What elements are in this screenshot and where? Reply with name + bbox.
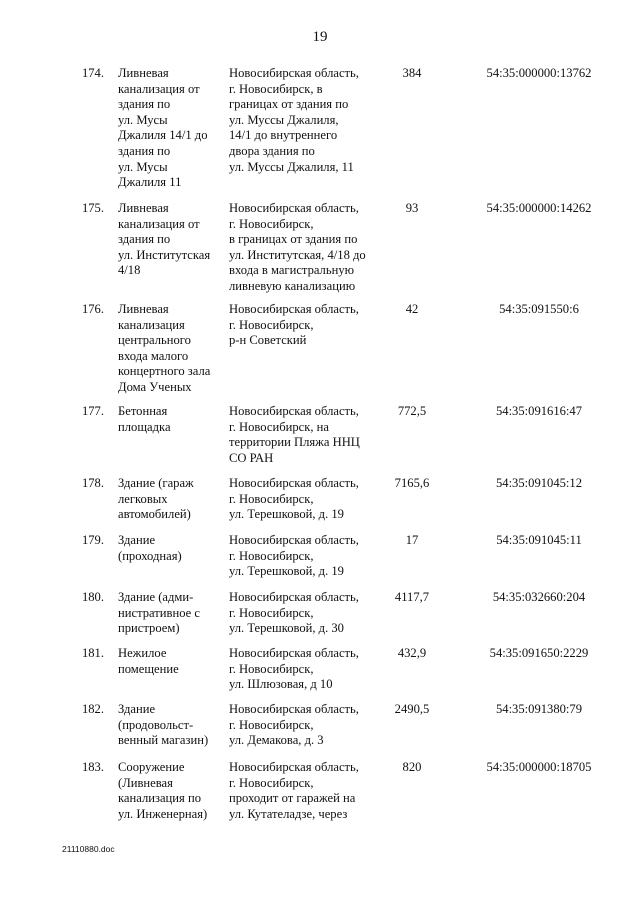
object-address bbox=[229, 476, 379, 523]
object-name-line: здания по bbox=[118, 232, 171, 247]
object-address-line: г. Новосибирск, bbox=[229, 491, 314, 506]
cadastral-number: 54:35:000000:14262 bbox=[486, 201, 592, 215]
object-name-line: Ливневая bbox=[118, 201, 169, 215]
object-name-line: 4/18 bbox=[118, 263, 141, 278]
cadastral-number: 54:35:091616:47 bbox=[495, 404, 583, 418]
object-address bbox=[229, 302, 379, 349]
object-area: 42 bbox=[405, 302, 419, 316]
object-address-line: 14/1 до внутреннего bbox=[229, 128, 338, 143]
object-address-line: ул. Демакова, д. 3 bbox=[229, 733, 324, 748]
object-name-line: входа малого bbox=[118, 348, 189, 363]
object-name-line: Дома Ученых bbox=[118, 379, 192, 394]
object-name-line: ул. Мусы bbox=[118, 159, 168, 174]
row-number: 177. bbox=[81, 404, 104, 418]
object-name-line: легковых bbox=[118, 491, 168, 506]
cadastral-number: 54:35:000000:18705 bbox=[486, 760, 592, 774]
object-name bbox=[118, 201, 224, 279]
object-area: 432,9 bbox=[397, 646, 427, 660]
object-name-line: автомобилей) bbox=[118, 507, 191, 522]
row-number: 179. bbox=[81, 533, 104, 547]
row-number: 174. bbox=[81, 66, 104, 80]
object-address-line: г. Новосибирск, bbox=[229, 717, 314, 732]
object-address-line: ул. Муссы Джалиля, bbox=[229, 112, 339, 127]
row-number: 176. bbox=[81, 302, 104, 316]
object-name bbox=[118, 533, 224, 564]
object-name-line: здания по bbox=[118, 143, 171, 158]
object-address-line: г. Новосибирск, bbox=[229, 605, 314, 620]
object-address-line: г. Новосибирск, bbox=[229, 775, 314, 790]
object-name bbox=[118, 590, 224, 637]
object-name bbox=[118, 702, 224, 749]
object-address-line: Новосибирская область, bbox=[229, 476, 359, 490]
object-address-line: Новосибирская область, bbox=[229, 404, 359, 418]
object-address-line: двора здания по bbox=[229, 143, 315, 158]
object-name bbox=[118, 302, 224, 396]
object-name-line: ул. Институтская bbox=[118, 247, 211, 262]
object-area: 93 bbox=[405, 201, 419, 215]
cadastral-number: 54:35:091650:2229 bbox=[489, 646, 589, 660]
object-address-line: территории Пляжа ННЦ bbox=[229, 435, 360, 450]
cadastral-number: 54:35:091380:79 bbox=[495, 702, 583, 716]
object-address-line: входа в магистральную bbox=[229, 263, 355, 278]
object-name bbox=[118, 476, 224, 523]
object-address bbox=[229, 404, 379, 466]
row-number: 180. bbox=[81, 590, 104, 604]
object-address-line: ул. Шлюзовая, д 10 bbox=[229, 677, 333, 692]
object-name-line: канализация от bbox=[118, 81, 200, 96]
object-address-line: СО РАН bbox=[229, 450, 274, 465]
row-number: 182. bbox=[81, 702, 104, 716]
object-address-line: Новосибирская область, bbox=[229, 66, 359, 80]
object-address-line: Новосибирская область, bbox=[229, 702, 359, 716]
object-name-line: ул. Мусы bbox=[118, 112, 168, 127]
object-address-line: Новосибирская область, bbox=[229, 760, 359, 774]
object-area: 4117,7 bbox=[394, 590, 430, 604]
object-address-line: проходит от гаражей на bbox=[229, 791, 356, 806]
object-area: 2490,5 bbox=[394, 702, 430, 716]
object-address bbox=[229, 201, 379, 295]
object-address bbox=[229, 760, 379, 822]
object-name-line: нистративное с bbox=[118, 605, 200, 620]
row-number: 175. bbox=[81, 201, 104, 215]
object-address-line: в границах от здания по bbox=[229, 232, 358, 247]
object-address-line: границах от здания по bbox=[229, 97, 349, 112]
object-name-line: Ливневая bbox=[118, 302, 169, 316]
object-address-line: ливневую канализацию bbox=[229, 278, 356, 293]
object-area: 384 bbox=[402, 66, 422, 80]
object-name-line: помещение bbox=[118, 661, 179, 676]
object-address-line: ул. Институтская, 4/18 до bbox=[229, 247, 366, 262]
object-name-line: Здание (гараж bbox=[118, 476, 194, 490]
object-area: 17 bbox=[405, 533, 419, 547]
object-name-line: канализация от bbox=[118, 216, 200, 231]
object-name bbox=[118, 760, 224, 822]
object-address-line: г. Новосибирск, в bbox=[229, 81, 323, 96]
object-address-line: ул. Терешковой, д. 30 bbox=[229, 621, 344, 636]
object-area: 820 bbox=[402, 760, 422, 774]
object-name-line: (продовольст- bbox=[118, 717, 194, 732]
object-area: 772,5 bbox=[397, 404, 427, 418]
object-address-line: Новосибирская область, bbox=[229, 302, 359, 316]
object-name-line: Здание bbox=[118, 533, 156, 547]
object-address-line: г. Новосибирск, bbox=[229, 548, 314, 563]
cadastral-number: 54:35:091045:11 bbox=[496, 533, 582, 547]
object-address bbox=[229, 590, 379, 637]
object-address-line: Новосибирская область, bbox=[229, 646, 359, 660]
document-filename: 21110880.doc bbox=[62, 844, 115, 854]
object-address-line: Новосибирская область, bbox=[229, 201, 359, 215]
object-name-line: центрального bbox=[118, 333, 191, 348]
object-name-line: концертного зала bbox=[118, 364, 211, 379]
object-address-line: р-н Советский bbox=[229, 333, 307, 348]
object-name-line: Ливневая bbox=[118, 66, 169, 80]
object-name-line: Джалиля 14/1 до bbox=[118, 128, 208, 143]
object-name-line: Джалиля 11 bbox=[118, 175, 182, 190]
object-address-line: г. Новосибирск, bbox=[229, 317, 314, 332]
cadastral-number: 54:35:032660:204 bbox=[492, 590, 586, 604]
object-name-line: здания по bbox=[118, 97, 171, 112]
object-address-line: ул. Терешковой, д. 19 bbox=[229, 507, 344, 522]
object-name-line: Бетонная bbox=[118, 404, 168, 418]
object-name-line: пристроем) bbox=[118, 621, 180, 636]
cadastral-number: 54:35:091550:6 bbox=[499, 302, 579, 316]
object-name bbox=[118, 646, 224, 677]
cadastral-number: 54:35:000000:13762 bbox=[486, 66, 592, 80]
object-address-line: ул. Терешковой, д. 19 bbox=[229, 564, 344, 579]
object-name-line: Сооружение bbox=[118, 760, 185, 774]
object-name-line: Нежилое bbox=[118, 646, 167, 660]
object-address-line: Новосибирская область, bbox=[229, 533, 359, 547]
object-area: 7165,6 bbox=[394, 476, 430, 490]
object-name bbox=[118, 66, 224, 191]
object-name bbox=[118, 404, 224, 435]
page-number: 19 bbox=[312, 29, 328, 45]
object-address bbox=[229, 533, 379, 580]
object-name-line: ул. Инженерная) bbox=[118, 806, 208, 821]
row-number: 181. bbox=[81, 646, 104, 660]
object-address bbox=[229, 702, 379, 749]
row-number: 178. bbox=[81, 476, 104, 490]
cadastral-number: 54:35:091045:12 bbox=[495, 476, 583, 490]
object-address bbox=[229, 66, 379, 175]
object-address bbox=[229, 646, 379, 693]
row-number: 183. bbox=[81, 760, 104, 774]
object-address-line: г. Новосибирск, bbox=[229, 661, 314, 676]
object-name-line: Здание bbox=[118, 702, 156, 716]
object-name-line: (проходная) bbox=[118, 548, 182, 563]
object-name-line: канализация bbox=[118, 317, 185, 332]
object-address-line: Новосибирская область, bbox=[229, 590, 359, 604]
object-name-line: площадка bbox=[118, 419, 171, 434]
object-name-line: венный магазин) bbox=[118, 733, 209, 748]
object-address-line: ул. Кутателадзе, через bbox=[229, 806, 348, 821]
object-address-line: ул. Муссы Джалиля, 11 bbox=[229, 159, 354, 174]
object-name-line: Здание (адми- bbox=[118, 590, 194, 604]
object-address-line: г. Новосибирск, bbox=[229, 216, 314, 231]
object-name-line: (Ливневая bbox=[118, 775, 173, 790]
object-address-line: г. Новосибирск, на bbox=[229, 419, 330, 434]
object-name-line: канализация по bbox=[118, 791, 202, 806]
